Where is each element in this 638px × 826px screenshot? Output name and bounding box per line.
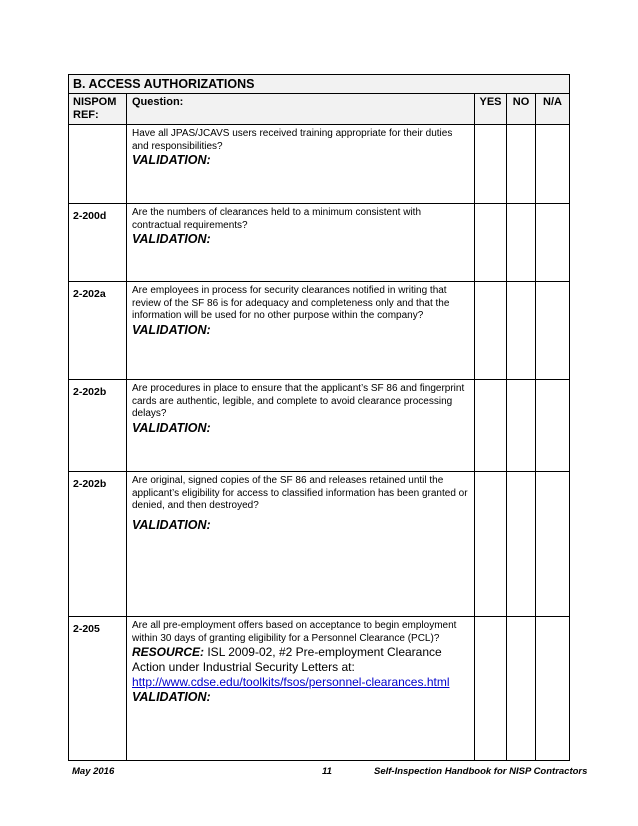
row-ref: 2-202a	[69, 282, 127, 380]
footer-title: Self-Inspection Handbook for NISP Contractors	[374, 766, 588, 777]
na-cell[interactable]	[536, 204, 570, 282]
row-question-cell	[127, 472, 475, 617]
yes-cell[interactable]	[475, 472, 507, 617]
no-cell[interactable]	[507, 204, 536, 282]
table-row	[69, 282, 570, 380]
question-text: Are the numbers of clearances held to a minimum consistent with contractual requirements?	[132, 207, 422, 231]
question-text: Are employees in process for security clearances notified in writing that review of the SF 86 is for adequacy and completeness only and that the information will be used for no other purpose within the company?	[132, 285, 450, 321]
header-question: Question:	[127, 94, 475, 125]
section-title: B. ACCESS AUTHORIZATIONS	[69, 75, 570, 94]
resource-note	[132, 645, 469, 690]
header-yes: YES	[475, 94, 507, 125]
question-text: Are all pre-employment offers based on acceptance to begin employment within 30 days of granting eligibility for a Personnel Clearance (PCL)?	[132, 620, 457, 644]
row-ref: 2-202b	[69, 472, 127, 617]
validation-label: VALIDATION:	[132, 517, 211, 532]
row-ref: 2-205	[69, 617, 127, 761]
no-cell[interactable]	[507, 282, 536, 380]
row-question-cell	[127, 204, 475, 282]
question-text: Are procedures in place to ensure that the applicant’s SF 86 and fingerprint cards are authentic, legible, and complete to avoid clearance processing delays?	[132, 383, 465, 419]
validation-label: VALIDATION:	[132, 420, 211, 435]
yes-cell[interactable]	[475, 204, 507, 282]
no-cell[interactable]	[507, 380, 536, 472]
row-question-cell	[127, 125, 475, 204]
yes-cell[interactable]	[475, 282, 507, 380]
access-authorizations-table	[68, 74, 570, 761]
row-question-cell	[127, 282, 475, 380]
table-row	[69, 617, 570, 761]
na-cell[interactable]	[536, 125, 570, 204]
header-no: NO	[507, 94, 536, 125]
table-row	[69, 204, 570, 282]
yes-cell[interactable]	[475, 617, 507, 761]
header-ref: NISPOM REF:	[69, 94, 127, 125]
validation-label: VALIDATION:	[132, 322, 211, 337]
yes-cell[interactable]	[475, 125, 507, 204]
resource-link[interactable]: http://www.cdse.edu/toolkits/fsos/personnel-clearances.html	[132, 675, 450, 689]
table-row	[69, 380, 570, 472]
na-cell[interactable]	[536, 282, 570, 380]
resource-text: ISL 2009-02, #2 Pre-employment Clearance Action under Industrial Security Letters at:	[132, 645, 442, 674]
yes-cell[interactable]	[475, 380, 507, 472]
validation-label: VALIDATION:	[132, 232, 211, 246]
header-na: N/A	[536, 94, 570, 125]
row-ref: 2-200d	[69, 204, 127, 282]
footer-date: May 2016	[72, 766, 115, 777]
na-cell[interactable]	[536, 617, 570, 761]
table-row	[69, 472, 570, 617]
na-cell[interactable]	[536, 472, 570, 617]
validation-label: VALIDATION:	[132, 690, 211, 704]
question-text: Have all JPAS/JCAVS users received training appropriate for their duties and responsibilities?	[132, 128, 453, 152]
validation-label: VALIDATION:	[132, 153, 211, 167]
row-question-cell	[127, 380, 475, 472]
no-cell[interactable]	[507, 617, 536, 761]
no-cell[interactable]	[507, 125, 536, 204]
row-ref: 2-202b	[69, 380, 127, 472]
na-cell[interactable]	[536, 380, 570, 472]
row-question-cell	[127, 617, 475, 761]
row-ref	[69, 125, 127, 204]
no-cell[interactable]	[507, 472, 536, 617]
section-title-row	[69, 75, 570, 94]
footer-page-number: 11	[322, 766, 332, 777]
question-text: Are original, signed copies of the SF 86 and releases retained until the applicant’s eligibility for access to classified information has been granted or denied, and then destroyed?	[132, 475, 468, 511]
resource-label: RESOURCE:	[132, 645, 205, 659]
table-row	[69, 125, 570, 204]
header-row	[69, 94, 570, 125]
